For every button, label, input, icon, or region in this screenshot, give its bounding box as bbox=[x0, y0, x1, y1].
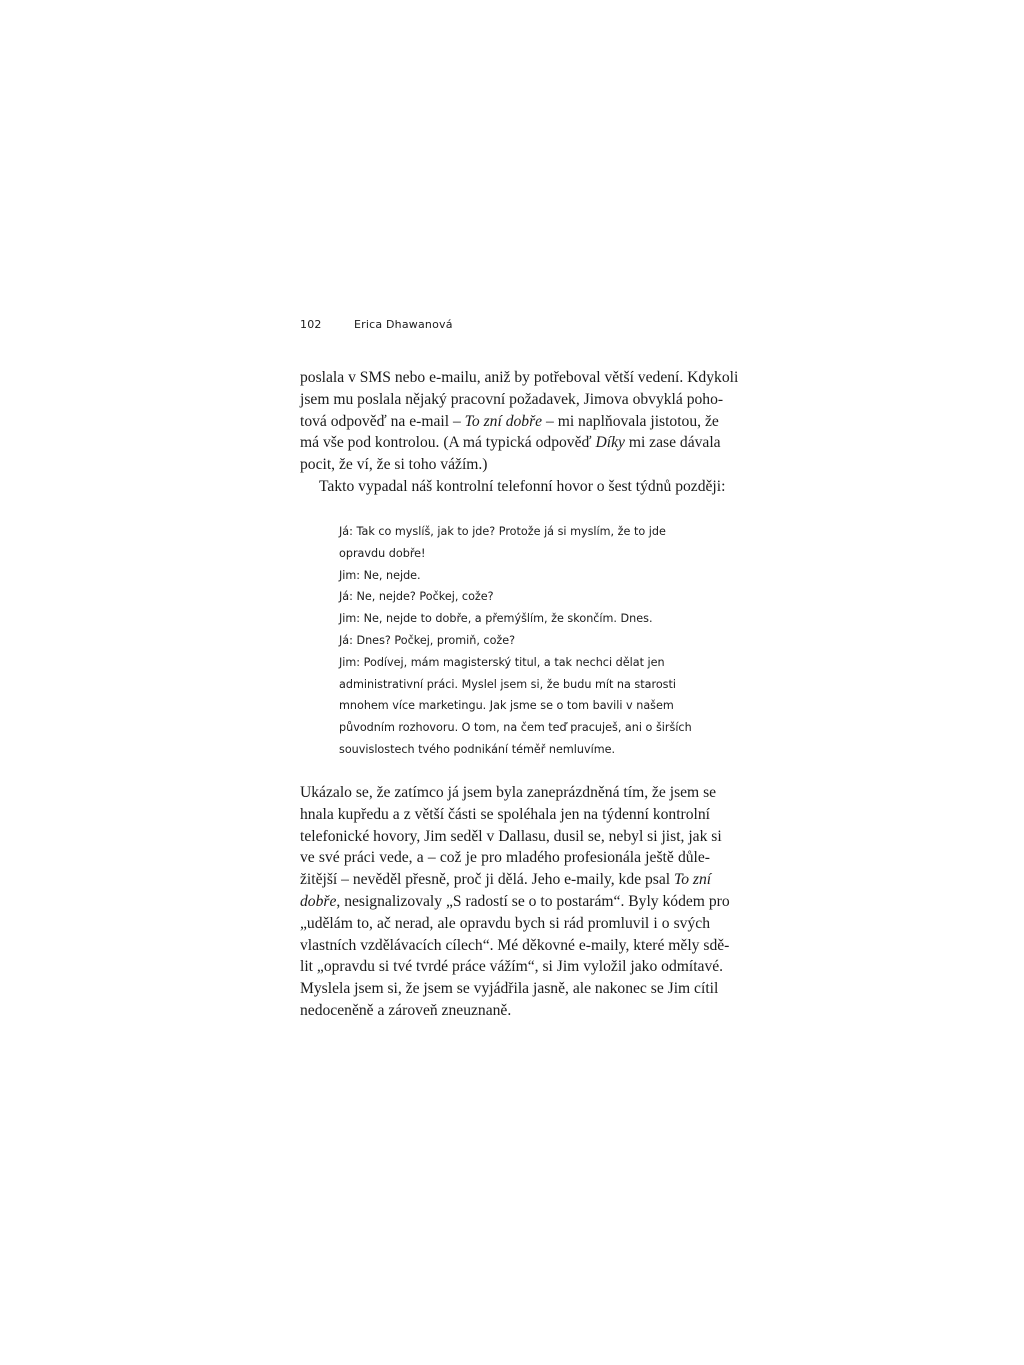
italic-phrase: To zní dobře bbox=[464, 412, 543, 430]
text-span: mi zase dávala bbox=[624, 434, 721, 452]
text-line bbox=[300, 411, 719, 433]
dialogue-line: opravdu dobře! bbox=[339, 546, 426, 560]
text-line: hnala kupředu a z větší části se spoléhala jen na týdenní kontrolní bbox=[300, 805, 710, 823]
text-line: jsem mu poslala nějaký pracovní požadavek, Jimova obvyklá poho- bbox=[300, 390, 724, 408]
text-line: lit „opravdu si tvé tvrdé práce vážím“, si Jim vyložil jako odmítavé. bbox=[300, 958, 724, 976]
text-line: telefonické hovory, Jim seděl v Dallasu, dusil se, nebyl si jist, jak si bbox=[300, 827, 722, 845]
author-name: Erica Dhawanová bbox=[354, 318, 453, 331]
text-line: Ukázalo se, že zatímco já jsem byla zaneprázdněná tím, že jsem se bbox=[300, 784, 717, 801]
text-line: Myslela jsem si, že jsem se vyjádřila jasně, ale nakonec se Jim cítil bbox=[300, 980, 719, 998]
italic-phrase: To zní bbox=[673, 871, 712, 889]
text-line bbox=[300, 891, 730, 913]
text-span: má vše pod kontrolou. (A má typická odpověď bbox=[300, 434, 596, 452]
dialogue-line: mnohem více marketingu. Jak jsme se o tom bavili v našem bbox=[339, 699, 674, 713]
dialogue-line: administrativní práci. Myslel jsem si, že budu mít na starosti bbox=[339, 677, 677, 691]
italic-phrase: Díky bbox=[595, 434, 625, 452]
running-head bbox=[300, 318, 453, 331]
dialogue-line: souvislostech tvého podnikání téměř nemluvíme. bbox=[339, 742, 616, 756]
text-line: vlastních vzdělávacích cílech“. Mé děkovné e-maily, které měly sdě- bbox=[300, 936, 730, 954]
dialogue-line: Já: Tak co myslíš, jak to jde? Protože já si myslím, že to jde bbox=[339, 525, 666, 538]
body-text-top bbox=[300, 367, 739, 498]
text-line: pocit, že ví, že si toho vážím.) bbox=[300, 456, 488, 474]
dialogue-line: Já: Dnes? Počkej, promiň, cože? bbox=[339, 633, 516, 647]
dialogue-line: původním rozhovoru. O tom, na čem teď pracuješ, ani o širších bbox=[339, 721, 692, 735]
dialogue-block bbox=[339, 521, 692, 761]
body-text-bottom bbox=[300, 782, 730, 1022]
dialogue-line: Já: Ne, nejde? Počkej, cože? bbox=[339, 590, 494, 604]
dialogue-line: Jim: Ne, nejde to dobře, a přemýšlím, že skončím. Dnes. bbox=[339, 612, 653, 626]
dialogue-line: Jim: Podívej, mám magisterský titul, a tak nechci dělat jen bbox=[339, 655, 665, 669]
text-span: , nesignalizovaly „S radostí se o to postarám“. Byly kódem pro bbox=[336, 892, 730, 910]
text-span: žitější – nevěděl přesně, proč ji dělá. Jeho e-maily, kde psal bbox=[300, 871, 674, 889]
text-line: „udělám to, ač nerad, ale opravdu bych si rád promluvil i o svých bbox=[300, 914, 710, 932]
dialogue-line: Jim: Ne, nejde. bbox=[339, 568, 421, 582]
text-line: nedoceněně a zároveň zneuznaně. bbox=[300, 1001, 512, 1019]
text-line bbox=[300, 869, 710, 891]
italic-phrase: dobře bbox=[300, 892, 337, 910]
text-line-indented: Takto vypadal náš kontrolní telefonní hovor o šest týdnů později: bbox=[319, 477, 726, 495]
text-span: tová odpověď na e-mail – bbox=[300, 412, 465, 430]
text-span: – mi naplňovala jistotou, že bbox=[542, 412, 719, 430]
text-line bbox=[300, 432, 721, 454]
text-line: poslala v SMS nebo e-mailu, aniž by potřeboval větší vedení. Kdykoli bbox=[300, 369, 739, 386]
page-number: 102 bbox=[300, 318, 322, 331]
text-line: ve své práci vede, a – což je pro mladého profesionála ještě důle- bbox=[300, 849, 710, 867]
